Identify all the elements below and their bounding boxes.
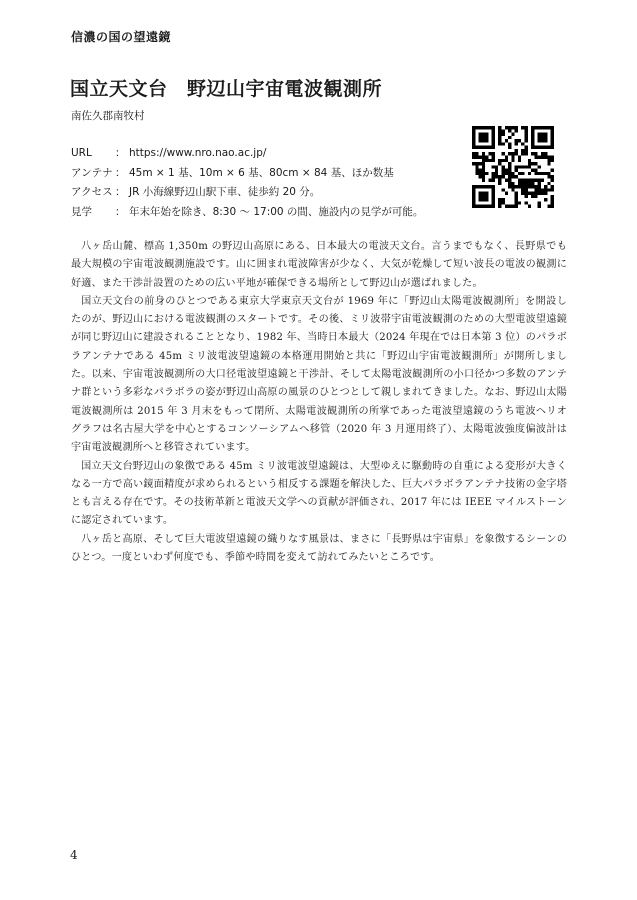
info-separator: ： [115, 166, 126, 179]
info-row-url [71, 144, 423, 164]
body-paragraph: 国立天文台野辺山の象徴である 45m ミリ波電波望遠鏡は、大型ゆえに駆動時の自重による変形が大きくなる一方で高い鏡面精度が求められるという相反する課題を解決した、巨大パラボラアンテナ技術の金字塔とも言える存在です。その技術革新と電波天文学への貢献が評価され、2017 年には IEEE マイルストーンに認定されています。 [71, 460, 567, 527]
info-value-url[interactable]: https://www.nro.nao.ac.jp/ [129, 147, 267, 159]
page-number: 4 [70, 848, 78, 862]
location-subtitle: 南佐久郡南牧村 [71, 110, 145, 122]
info-row-access [71, 183, 423, 203]
info-label: アクセス [71, 186, 113, 198]
body-paragraph: 国立天文台の前身のひとつである東京大学東京天文台が 1969 年に「野辺山太陽電波観測所」を開設したのが、野辺山における電波観測のスタートです。その後、ミリ波帯宇宙電波観測のための大型電波望遠鏡が同じ野辺山に建設されることとなり、1982 年、当時日本最大（2024 年現在では日本第 3 位）のパラボラアンテナである 45m ミリ波電波望遠鏡の本格運用開始と共に「野辺山宇宙電波観測所」が開所しました。以来、宇宙電波観測所の大口径電波望遠鏡と干渉計、そして太陽電波観測所の小口径かつ多数のアンテナ群という多彩なパラボラの姿が野辺山高原の風景のひとつとして親しまれてきました。なお、野辺山太陽電波観測所は 2015 年 3 月末をもって閉所、太陽電波観測所の所掌であった電波望遠鏡のうち電波ヘリオグラフは名古屋大学を中心とするコンソーシアムへ移管（2020 年 3 月運用終了）、太陽電波強度偏波計は宇宙電波観測所へと移管されています。 [71, 295, 567, 454]
info-separator: ： [115, 186, 126, 198]
qr-code-icon[interactable] [472, 126, 554, 208]
facility-info [71, 144, 423, 222]
body-paragraph: 八ヶ岳山麓、標高 1,350m の野辺山高原にある、日本最大の電波天文台。言うまでもなく、長野県でも最大規模の宇宙電波観測施設です。山に囲まれ電波障害が少なく、大気が乾燥して短い波長の電波の観測に好適、また干渉計設置のための広い平地が確保できる場所として野辺山が選ばれました。 [71, 241, 567, 289]
info-row-visit [71, 203, 423, 223]
info-value-visit: 年末年始を除き、8:30 ～ 17:00 の間、施設内の見学が可能。 [129, 205, 424, 218]
info-row-antenna [71, 164, 423, 184]
page-title: 国立天文台 野辺山宇宙電波観測所 [70, 78, 383, 100]
info-label: URL [71, 147, 92, 159]
info-separator: ： [115, 205, 126, 218]
info-value-access: JR 小海線野辺山駅下車、徒歩約 20 分。 [129, 186, 321, 198]
info-value-antenna: 45m × 1 基、10m × 6 基、80cm × 84 基、ほか数基 [129, 166, 394, 179]
running-header: 信濃の国の望遠鏡 [71, 30, 172, 44]
info-separator: ： [115, 147, 126, 159]
info-label: アンテナ [71, 166, 113, 179]
body-paragraph: 八ヶ岳と高原、そして巨大電波望遠鏡の織りなす風景は、まさに「長野県は宇宙県」を象徴するシーンのひとつ。一度といわず何度でも、季節や時間を変えて訪れてみたいところです。 [71, 533, 567, 564]
info-label: 見学 [71, 205, 92, 218]
article-body [71, 238, 567, 567]
